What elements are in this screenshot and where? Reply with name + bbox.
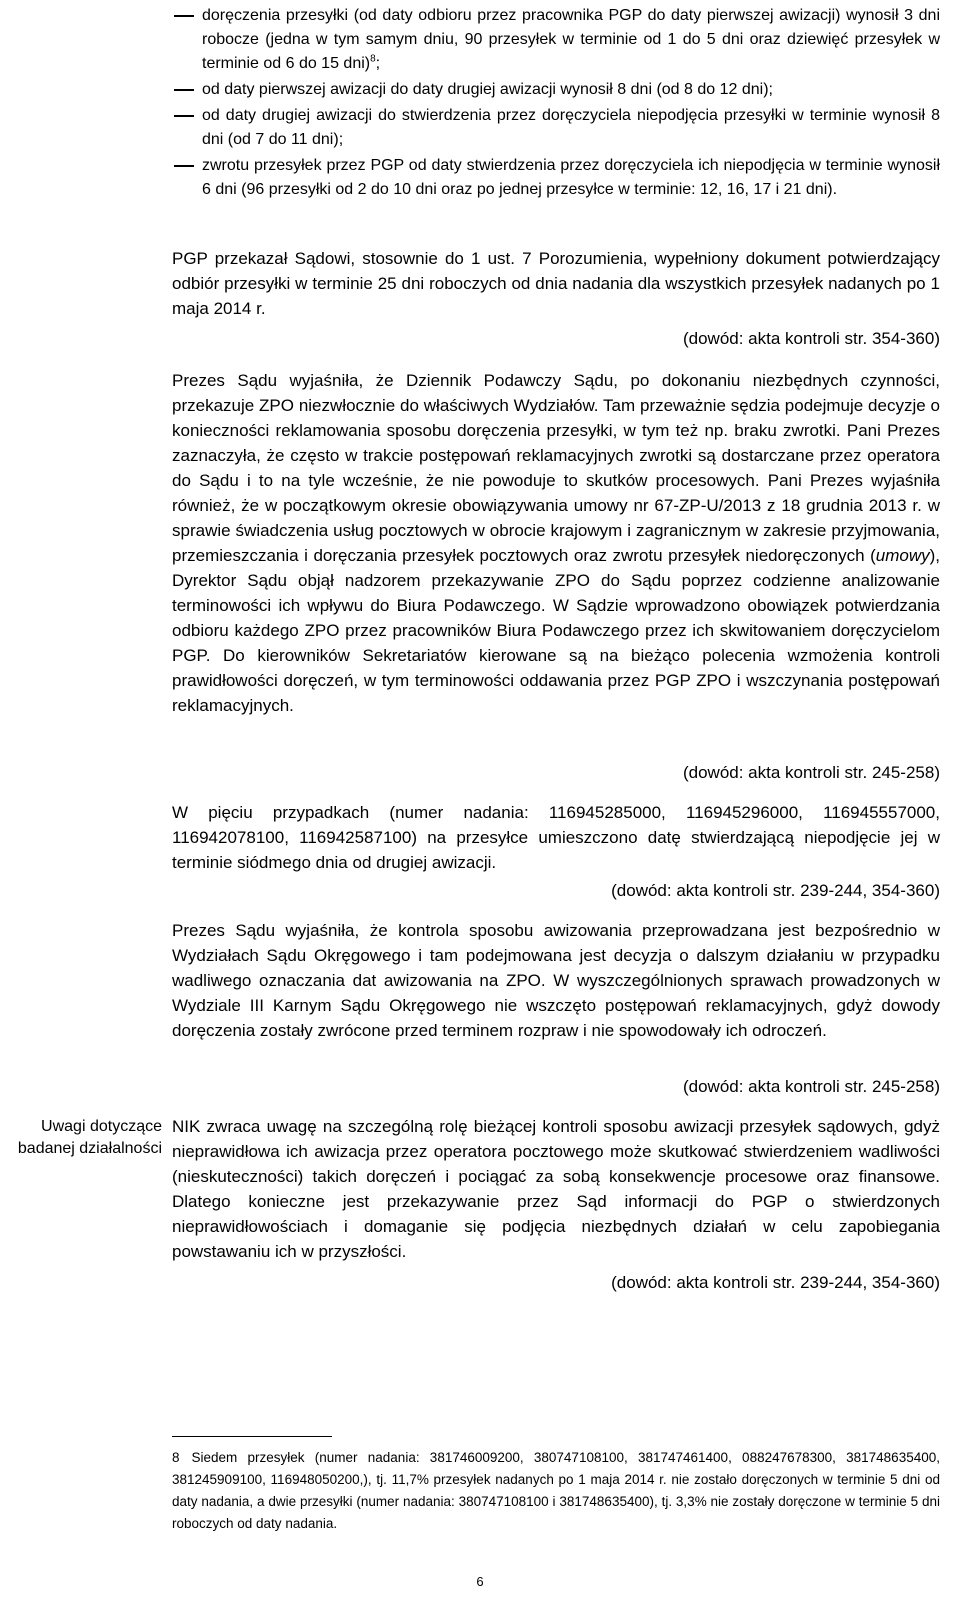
list-item bbox=[202, 154, 940, 202]
list-item-text: doręczenia przesyłki (od daty odbioru przez pracownika PGP do daty pierwszej awizacji) wynosił 3 dni robocze (jedna w tym samym dniu, 90 przesyłek w terminie od 1 do 5 dni oraz dziewięć przesyłek w terminie od 6 do 15 dni) bbox=[202, 7, 940, 72]
list-item bbox=[202, 4, 940, 76]
dash-marker-icon bbox=[174, 115, 194, 117]
footnote bbox=[172, 1447, 940, 1535]
dash-marker-icon bbox=[174, 165, 194, 167]
footnote-ref: 8 bbox=[370, 53, 376, 65]
side-note-label: Uwagi dotyczące badanej działalności bbox=[17, 1118, 162, 1157]
footnote-text: Siedem przesyłek (numer nadania: 381746009200, 380747108100, 381747461400, 088247678300, 381748635400, 381245909100, 116948050200,), tj. 11,7% przesyłek nadanych po 1 maja 2014 r. nie zostało doręczonych w terminie 5 dni od daty nadania, a dwie przesyłki (numer nadania: 380747108100 i 381748635400), tj. 3,3% nie zostały doręczone w terminie 5 dni roboczych od daty nadania. bbox=[172, 1450, 940, 1531]
paragraph-1: PGP przekazał Sądowi, stosownie do 1 ust. 7 Porozumienia, wypełniony dokument potwierdzający odbiór przesyłki w terminie 25 dni roboczych od dnia nadania dla wszystkich przesyłek nadanych po 1 maja 2014 r. bbox=[172, 249, 940, 318]
evidence-reference: (dowód: akta kontroli str. 245-258) bbox=[682, 763, 940, 782]
dash-marker-icon bbox=[174, 15, 194, 17]
paragraph-4: Prezes Sądu wyjaśniła, że kontrola sposobu awizowania przeprowadzana jest bezpośrednio w Wydziałach Sądu Okręgowego i tam podejmowana jest decyzja o dalszym działaniu w przypadku wadliwego oznaczania dat awizowania na ZPO. W wyszczególnionych sprawach prowadzonych w Wydziale III Karnym Sądu Okręgowego nie wszczęto postępowań reklamacyjnych, gdyż dowody doręczenia zostały zwrócone przed terminem rozpraw i nie spowodowały ich odroczeń. bbox=[172, 921, 940, 1040]
list-item bbox=[202, 78, 940, 102]
list-item-tail: ; bbox=[375, 55, 381, 72]
paragraph-2-text-rest: ), Dyrektor Sądu objął nadzorem przekazywanie ZPO do Sądu poprzez codzienne analizowanie terminowości ich wpływu do Biura Podawczego. W Sądzie wprowadzono obowiązek potwierdzania odbioru każdego ZPO przez pracowników Biura Podawczego przez ich skwitowaniem doręczycielom PGP. Do kierowników Sekretariatów kierowane są na bieżąco polecenia wzmożenia kontroli prawidłowości doręczeń, w tym terminowości oddawania przez PGP ZPO i wszczynania postępowań reklamacyjnych. bbox=[172, 546, 940, 715]
page-number: 6 bbox=[476, 1574, 484, 1589]
list-item bbox=[202, 104, 940, 152]
dash-marker-icon bbox=[174, 89, 194, 91]
paragraph-2-text: Prezes Sądu wyjaśniła, że Dziennik Podawczy Sądu, po dokonaniu niezbędnych czynności, przekazuje ZPO niezwłocznie do właściwych Wydziałów. Tam przeważnie sędzia podejmuje decyzje o konieczności reklamowania sposobu doręczenia przesyłki, w tym też np. braku zwrotki. Pani Prezes zaznaczyła, że często w trakcie postępowań reklamacyjnych zwrotki są dostarczane przez operatora do Sądu i to na tyle wcześnie, że nie powoduje to skutków procesowych. Pani Prezes wyjaśniła również, że w początkowym okresie obowiązywania umowy nr 67-ZP-U/2013 z 18 grudnia 2013 r. w sprawie świadczenia usług pocztowych w obrocie krajowym i zagranicznym w zakresie przyjmowania, przemieszczania i doręczania przesyłek pocztowych oraz zwrotu przesyłek niedoręczonych ( bbox=[172, 371, 940, 565]
evidence-reference: (dowód: akta kontroli str. 354-360) bbox=[682, 329, 940, 348]
paragraph-2-italic: umowy bbox=[875, 546, 930, 565]
footnote-number: 8 bbox=[172, 1450, 180, 1465]
paragraph-5: NIK zwraca uwagę na szczególną rolę bieżącej kontroli sposobu awizacji przesyłek sądowych, gdyż nieprawidłowa ich awizacja przez operatora pocztowego może skutkować stwierdzeniem wadliwości (nieskuteczności) takich doręczeń i pociągać za sobą konsekwencje procesowe oraz finansowe. Dlatego konieczne jest przekazywanie przez Sąd informacji do PGP o stwierdzonych nieprawidłowościach i domaganie się podjęcia niezbędnych działań w celu zapobiegania powstawaniu ich w przyszłości. bbox=[172, 1117, 940, 1261]
list-item-text: od daty pierwszej awizacji do daty drugiej awizacji wynosił 8 dni (od 8 do 12 dni); bbox=[202, 81, 773, 98]
evidence-reference: (dowód: akta kontroli str. 245-258) bbox=[682, 1077, 940, 1096]
paragraph-3: W pięciu przypadkach (numer nadania: 116945285000, 116945296000, 116945557000, 116942078100, 116942587100) na przesyłce umieszczono datę stwierdzającą niepodjęcie jej w terminie siódmego dnia od drugiej awizacji. bbox=[172, 803, 940, 872]
evidence-reference: (dowód: akta kontroli str. 239-244, 354-360) bbox=[611, 881, 940, 900]
evidence-reference: (dowód: akta kontroli str. 239-244, 354-360) bbox=[611, 1273, 940, 1292]
list-item-text: zwrotu przesyłek przez PGP od daty stwierdzenia przez doręczyciela ich niepodjęcia w terminie wynosił 6 dni (96 przesyłki od 2 do 10 dni oraz po jednej przesyłce w terminie: 12, 16, 17 i 21 dni). bbox=[202, 157, 940, 198]
paragraph-2 bbox=[172, 368, 940, 718]
footnote-separator bbox=[172, 1436, 332, 1437]
dash-list bbox=[172, 4, 940, 204]
list-item-text: od daty drugiej awizacji do stwierdzenia przez doręczyciela niepodjęcia przesyłki w terminie wynosił 8 dni (od 7 do 11 dni); bbox=[202, 107, 940, 148]
